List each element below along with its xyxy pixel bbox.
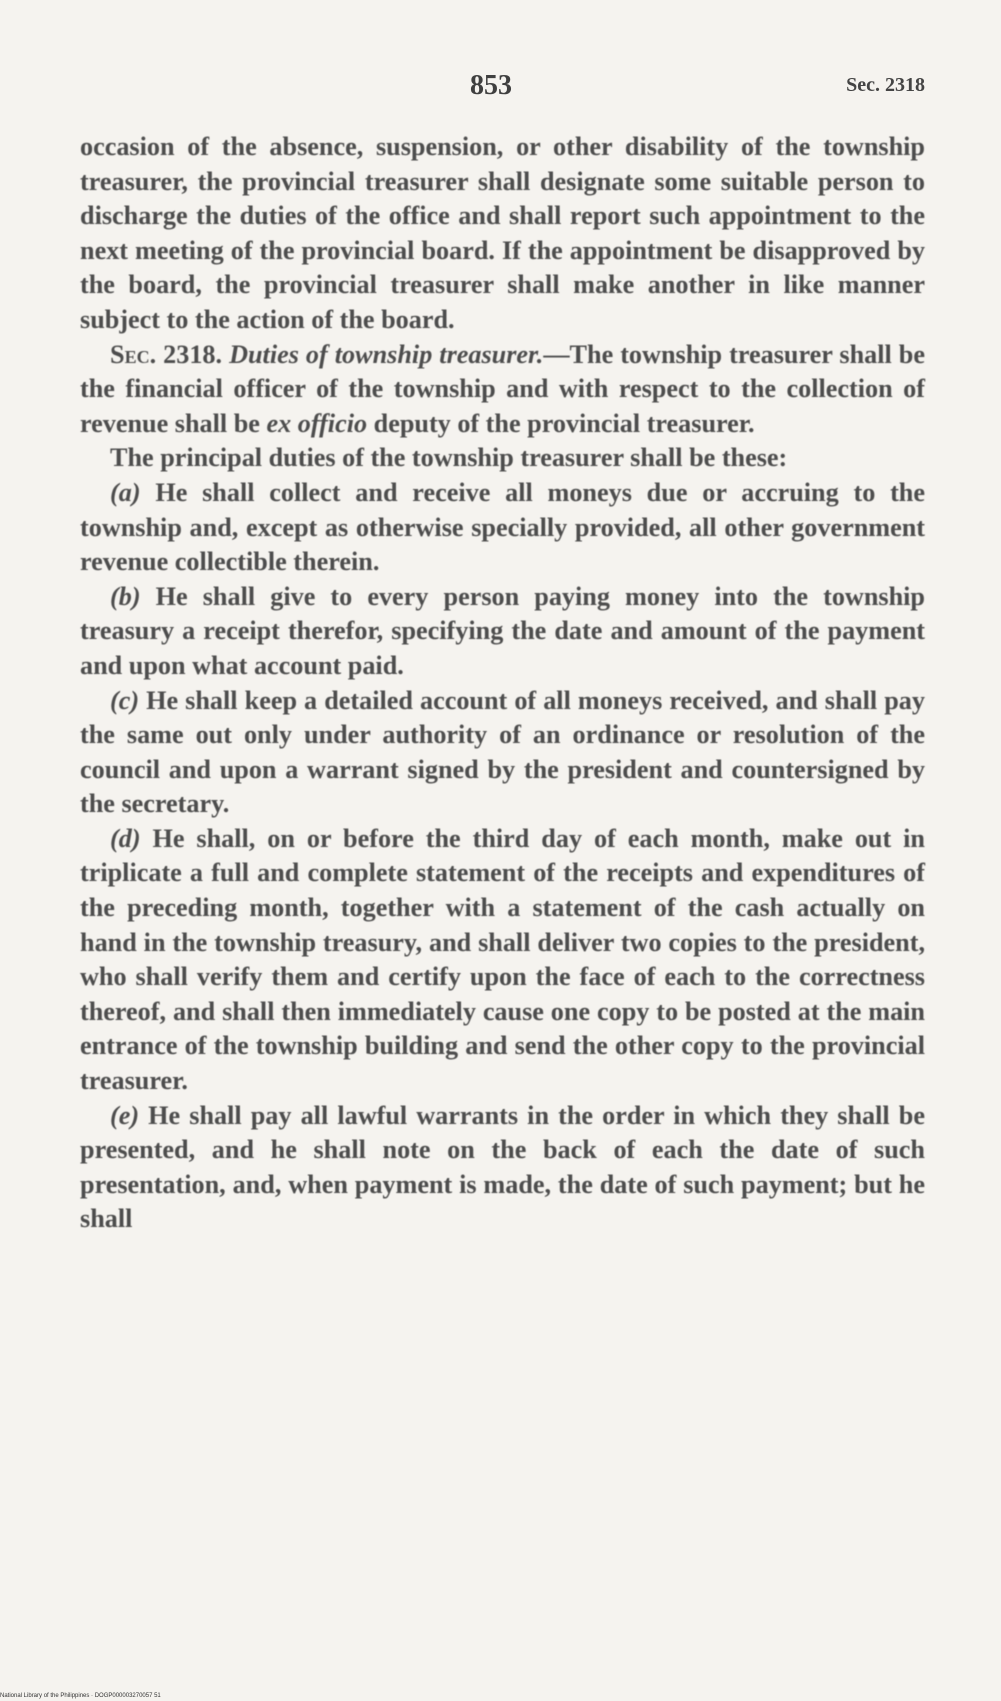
section-text-2: deputy of the provincial treasurer.	[367, 408, 755, 438]
paragraph-item-e	[80, 1099, 925, 1237]
paragraph-section-2318	[80, 338, 925, 442]
section-text-1: The township treasurer shall be the financial officer of the township and with respect to the collection of revenue shall be	[80, 339, 925, 438]
paragraph-item-b	[80, 580, 925, 684]
paragraph-continuation: occasion of the absence, suspension, or other disability of the township treasurer, the provincial treasurer shall designate some suitable person to discharge the duties of the office and shall report such appointment to the next meeting of the provincial board. If the appointment be disapproved by the board, the provincial treasurer shall make another in like manner subject to the action of the board.	[80, 132, 925, 334]
body-text	[80, 130, 925, 1237]
paragraph-principal-duties: The principal duties of the township treasurer shall be these:	[110, 443, 788, 473]
page-header	[80, 70, 925, 110]
item-label-c: (c)	[110, 685, 140, 715]
paragraph-item-d	[80, 822, 925, 1099]
item-text-c: He shall keep a detailed account of all moneys received, and shall pay the same out only under authority of an ordinance or resolution of the council and upon a warrant signed by the president and countersigned by the secretary.	[80, 685, 925, 819]
item-label-d: (d)	[110, 823, 141, 853]
footer-caption: National Library of the Philippines · DOGP000003270057 51	[0, 1693, 161, 1699]
item-text-b: He shall give to every person paying money into the township treasury a receipt therefor, specifying the date and amount of the payment and upon what account paid.	[80, 581, 925, 680]
item-label-e: (e)	[110, 1100, 140, 1130]
section-title: Duties of township treasurer.	[229, 339, 544, 369]
item-text-d: He shall, on or before the third day of each month, make out in triplicate a full and complete statement of the receipts and expenditures of the preceding month, together with a statement of the cash actually on hand in the township treasury, and shall deliver two copies to the president, who shall verify them and certify upon the face of each to the correctness thereof, and shall then immediately cause one copy to be posted at the main entrance of the township building and send the other copy to the provincial treasurer.	[80, 823, 925, 1096]
section-label: Sec. 2318.	[110, 339, 223, 369]
item-label-b: (b)	[110, 581, 141, 611]
item-text-a: He shall collect and receive all moneys due or accruing to the township and, except as otherwise specially provided, all other government revenue collectible therein.	[80, 477, 925, 577]
item-label-a: (a)	[110, 477, 141, 507]
section-reference: Sec. 2318	[846, 74, 925, 96]
section-dash: —	[543, 339, 570, 369]
paragraph-item-c	[80, 684, 925, 822]
page-number: 853	[470, 70, 512, 101]
section-italic-term: ex officio	[266, 408, 368, 438]
paragraph-item-a	[80, 476, 925, 580]
item-text-e: He shall pay all lawful warrants in the order in which they shall be presented, and he shall note on the back of each the date of such presentation, and, when payment is made, the date of such payment; but he shall	[80, 1100, 925, 1234]
